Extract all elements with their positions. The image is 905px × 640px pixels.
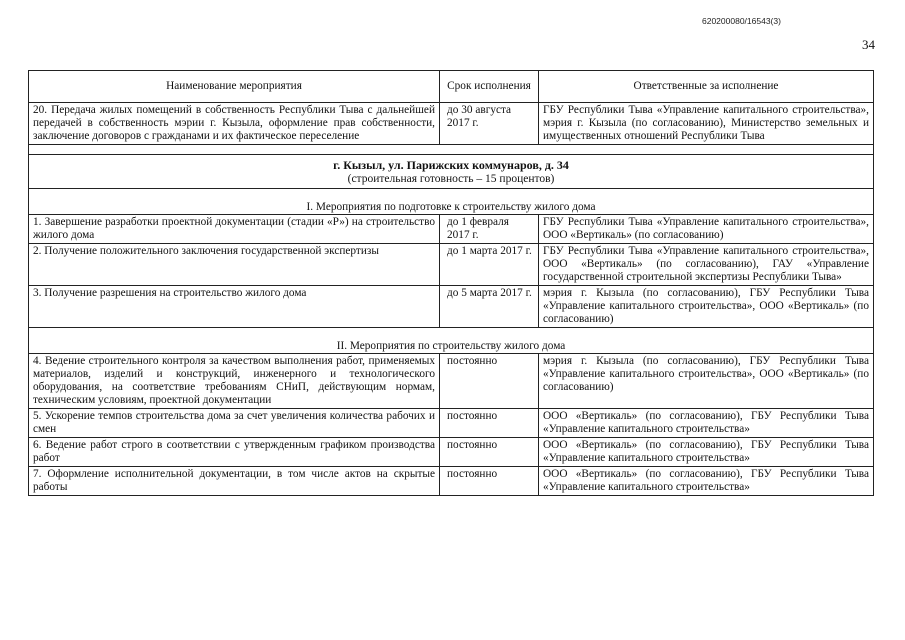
table-row	[29, 467, 874, 496]
section-subtitle: (строительная готовность – 15 процентов)	[347, 173, 555, 185]
stage-2-header	[29, 328, 874, 354]
table-row	[29, 103, 874, 145]
column-header-name: Наименование мероприятия	[29, 71, 440, 103]
activities-table	[28, 70, 874, 496]
activity-responsible: мэрия г. Кызыла (по согласованию), ГБУ Республики Тыва «Управление капитального строительства», ООО «Вертикаль» (по согласованию)	[539, 286, 874, 328]
table-header-row	[29, 71, 874, 103]
activity-responsible: ГБУ Республики Тыва «Управление капитального строительства», ООО «Вертикаль» (по согласованию)	[539, 215, 874, 244]
activity-name: 3. Получение разрешения на строительство жилого дома	[29, 286, 440, 328]
stage-2-title: II. Мероприятия по строительству жилого дома	[336, 340, 566, 352]
activity-term: до 1 февраля 2017 г.	[440, 215, 539, 244]
table-row	[29, 215, 874, 244]
spacer-row	[29, 145, 874, 155]
activity-name: 20. Передача жилых помещений в собственность Республики Тыва с дальнейшей передачей в собственность мэрии г. Кызыла, оформление прав собственности, заключение договоров с гражданами и их фактическое переселение	[29, 103, 440, 145]
stage-header-row	[29, 328, 874, 354]
activity-term: постоянно	[440, 354, 539, 409]
column-header-term: Срок исполнения	[440, 71, 539, 103]
activity-term: постоянно	[440, 467, 539, 496]
table-row	[29, 244, 874, 286]
section-title: г. Кызыл, ул. Парижских коммунаров, д. 34	[333, 158, 569, 172]
activity-term: постоянно	[440, 438, 539, 467]
activity-name: 2. Получение положительного заключения государственной экспертизы	[29, 244, 440, 286]
activity-name: 1. Завершение разработки проектной документации (стадии «Р») на строительство жилого дома	[29, 215, 440, 244]
page-number: 34	[862, 37, 875, 52]
section-header-row	[29, 155, 874, 189]
activity-term: до 5 марта 2017 г.	[440, 286, 539, 328]
table-row	[29, 354, 874, 409]
column-header-responsible: Ответственные за исполнение	[539, 71, 874, 103]
activity-responsible: мэрия г. Кызыла (по согласованию), ГБУ Республики Тыва «Управление капитального строительства», ООО «Вертикаль» (по согласованию)	[539, 354, 874, 409]
document-id: 620200080/16543(3)	[702, 16, 781, 26]
table-row	[29, 286, 874, 328]
activity-responsible: ГБУ Республики Тыва «Управление капитального строительства», ООО «Вертикаль» (по согласованию), ГАУ «Управление государственной строительной экспертизы Республики Тыва»	[539, 244, 874, 286]
table-row	[29, 409, 874, 438]
stage-1-header	[29, 189, 874, 215]
activity-responsible: ООО «Вертикаль» (по согласованию), ГБУ Республики Тыва «Управление капитального строительства»	[539, 409, 874, 438]
table-row	[29, 438, 874, 467]
activity-term: постоянно	[440, 409, 539, 438]
stage-header-row	[29, 189, 874, 215]
activity-responsible: ООО «Вертикаль» (по согласованию), ГБУ Республики Тыва «Управление капитального строительства»	[539, 438, 874, 467]
stage-1-title: I. Мероприятия по подготовке к строительству жилого дома	[306, 201, 596, 213]
activity-name: 4. Ведение строительного контроля за качеством выполнения работ, применяемых материалов, изделий и конструкций, инженерного и технологического оборудования, на соответствие требованиям СНиП, действующим нормам, техническим условиям, проектной документации	[29, 354, 440, 409]
activity-term: до 1 марта 2017 г.	[440, 244, 539, 286]
activity-responsible: ООО «Вертикаль» (по согласованию), ГБУ Республики Тыва «Управление капитального строительства»	[539, 467, 874, 496]
section-header	[29, 155, 874, 189]
activity-responsible: ГБУ Республики Тыва «Управление капитального строительства», мэрия г. Кызыла (по согласованию), Министерство земельных и имущественных отношений Республики Тыва	[539, 103, 874, 145]
activity-term: до 30 августа 2017 г.	[440, 103, 539, 145]
activity-name: 7. Оформление исполнительной документации, в том числе актов на скрытые работы	[29, 467, 440, 496]
activity-name: 5. Ускорение темпов строительства дома за счет увеличения количества рабочих и смен	[29, 409, 440, 438]
activity-name: 6. Ведение работ строго в соответствии с утвержденным графиком производства работ	[29, 438, 440, 467]
